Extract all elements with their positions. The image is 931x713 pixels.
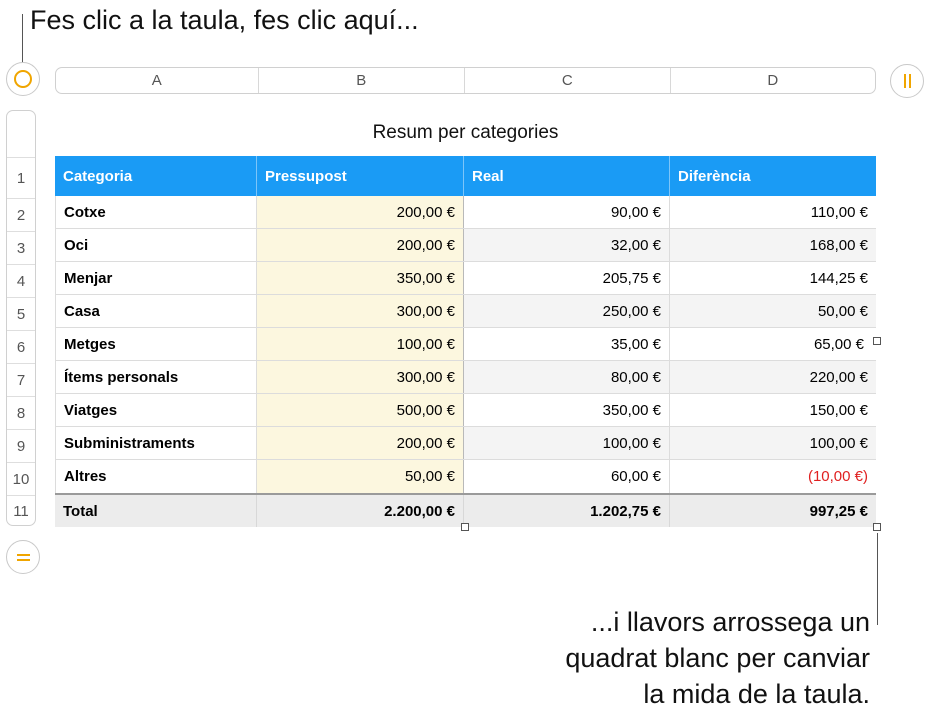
column-header-b[interactable]: B [258, 68, 465, 93]
footer-actual-cell[interactable]: 1.202,75 € [464, 495, 670, 527]
row-header-1[interactable]: 1 [7, 157, 35, 198]
resize-handle-corner[interactable] [873, 523, 881, 531]
actual-cell[interactable]: 80,00 € [464, 361, 670, 393]
resize-handle-bottom[interactable] [461, 523, 469, 531]
row-header-11[interactable]: 11 [7, 495, 35, 526]
row-header-4[interactable]: 4 [7, 264, 35, 297]
table-footer-row [55, 493, 876, 527]
table-row [55, 328, 876, 361]
footer-category-cell[interactable]: Total [55, 495, 257, 527]
actual-cell[interactable]: 35,00 € [464, 328, 670, 360]
actual-cell[interactable]: 100,00 € [464, 427, 670, 459]
resize-handle-right[interactable] [873, 337, 881, 345]
callout-bottom-leader [877, 533, 878, 625]
actual-cell[interactable]: 60,00 € [464, 460, 670, 493]
table[interactable] [55, 156, 876, 527]
actual-cell[interactable]: 32,00 € [464, 229, 670, 261]
difference-cell[interactable]: 144,25 € [809, 269, 868, 287]
column-header-d[interactable]: D [670, 68, 876, 93]
add-row-button[interactable] [6, 540, 40, 574]
difference-cell[interactable]: 168,00 € [670, 229, 876, 261]
category-cell[interactable]: Oci [55, 229, 257, 261]
difference-cell[interactable]: 50,00 € [670, 295, 876, 327]
budget-cell[interactable]: 200,00 € [257, 427, 464, 459]
category-cell[interactable]: Viatges [55, 394, 257, 426]
actual-cell[interactable]: 205,75 € [464, 262, 670, 294]
difference-cell[interactable]: 220,00 € [670, 361, 876, 393]
row-handle-icon [17, 554, 30, 561]
budget-cell[interactable]: 200,00 € [257, 196, 464, 228]
budget-cell[interactable]: 300,00 € [257, 295, 464, 327]
row-header-9[interactable]: 9 [7, 429, 35, 462]
category-cell[interactable]: Casa [55, 295, 257, 327]
budget-cell[interactable]: 50,00 € [257, 460, 464, 493]
category-cell[interactable]: Metges [55, 328, 257, 360]
budget-cell[interactable]: 300,00 € [257, 361, 464, 393]
row-header-8[interactable]: 8 [7, 396, 35, 429]
difference-cell[interactable]: 65,00 € [813, 335, 864, 353]
row-header-10[interactable]: 10 [7, 462, 35, 495]
difference-cell-negative[interactable]: (10,00 €) [807, 468, 868, 485]
category-cell[interactable]: Subministraments [55, 427, 257, 459]
column-header-bar [55, 67, 876, 94]
table-row [55, 427, 876, 460]
actual-cell[interactable]: 90,00 € [464, 196, 670, 228]
category-cell[interactable]: Ítems personals [55, 361, 257, 393]
budget-cell[interactable]: 500,00 € [257, 394, 464, 426]
header-cell-difference[interactable]: Diferència [670, 156, 876, 196]
category-cell[interactable]: Altres [55, 460, 257, 493]
category-cell[interactable]: Menjar [55, 262, 257, 294]
table-row [55, 394, 876, 427]
budget-cell[interactable]: 350,00 € [257, 262, 464, 294]
callout-bottom-text [470, 604, 870, 712]
header-cell-category[interactable]: Categoria [55, 156, 257, 196]
actual-cell[interactable]: 250,00 € [464, 295, 670, 327]
budget-cell[interactable]: 100,00 € [257, 328, 464, 360]
table-row [55, 295, 876, 328]
difference-cell[interactable]: 150,00 € [809, 401, 868, 419]
table-select-button[interactable] [6, 62, 40, 96]
table-row [55, 229, 876, 262]
table-row [55, 460, 876, 493]
row-header-7[interactable]: 7 [7, 363, 35, 396]
row-header-3[interactable]: 3 [7, 231, 35, 264]
table-row [55, 196, 876, 229]
table-title[interactable]: Resum per categories [372, 122, 559, 143]
table-header-row [55, 156, 876, 196]
table-row [55, 361, 876, 394]
table-row [55, 262, 876, 295]
difference-cell[interactable]: 100,00 € [670, 427, 876, 459]
callout-bottom-line-3: la mida de la taula. [643, 679, 870, 709]
column-header-c[interactable]: C [464, 68, 670, 93]
footer-difference-cell[interactable]: 997,25 € [809, 502, 868, 520]
actual-cell[interactable]: 350,00 € [464, 394, 670, 426]
footer-budget-cell[interactable]: 2.200,00 € [257, 495, 464, 527]
column-header-a[interactable]: A [151, 72, 162, 89]
row-header-6[interactable]: 6 [7, 330, 35, 363]
header-cell-actual[interactable]: Real [464, 156, 670, 196]
difference-cell[interactable]: 110,00 € [810, 203, 868, 221]
callout-top-leader [22, 14, 23, 64]
row-header-5[interactable]: 5 [7, 297, 35, 330]
callout-bottom-line-1: ...i llavors arrossega un [590, 607, 870, 637]
header-cell-budget[interactable]: Pressupost [257, 156, 464, 196]
row-header-2[interactable]: 2 [7, 198, 35, 231]
column-handle-icon [904, 74, 911, 88]
category-cell[interactable]: Cotxe [55, 196, 257, 228]
row-header-strip [6, 110, 36, 526]
budget-cell[interactable]: 200,00 € [257, 229, 464, 261]
callout-top-text: Fes clic a la taula, fes clic aquí... [30, 5, 419, 35]
add-column-button[interactable] [890, 64, 924, 98]
circle-icon [14, 70, 32, 88]
callout-bottom-line-2: quadrat blanc per canviar [565, 643, 870, 673]
